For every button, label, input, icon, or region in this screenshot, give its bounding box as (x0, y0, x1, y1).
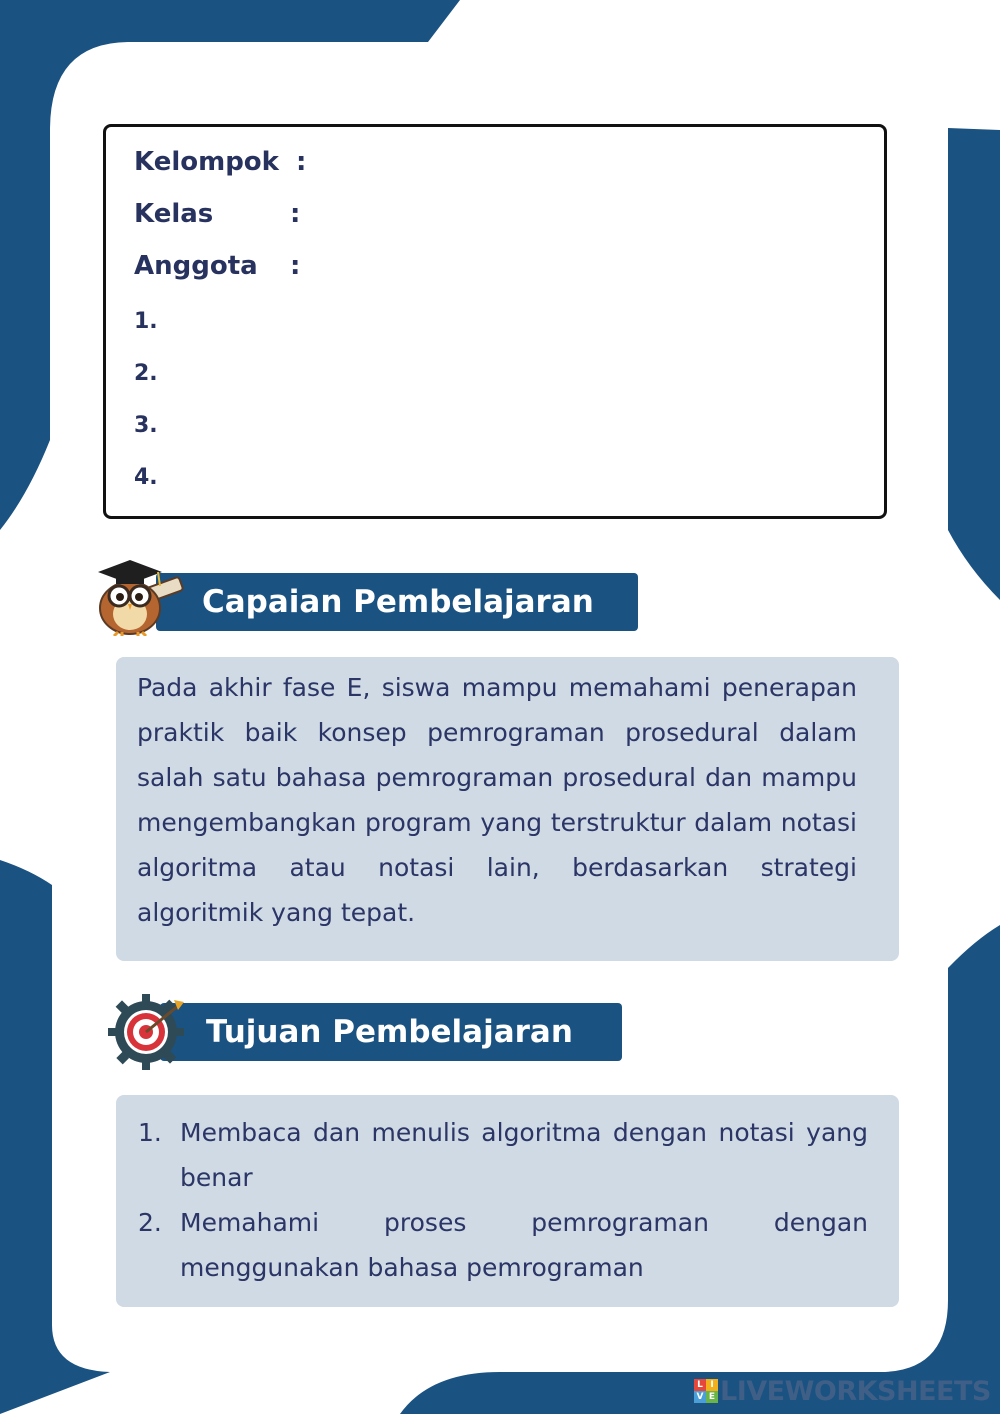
logo-letter-e: E (706, 1391, 718, 1403)
member-number-3: 3. (134, 413, 158, 438)
brand-text: LIVEWORKSHEETS (720, 1375, 991, 1407)
group-info-box (103, 124, 887, 519)
capaian-panel (116, 657, 899, 961)
logo-letter-i: I (706, 1379, 718, 1391)
target-gear-icon (108, 992, 192, 1072)
kelompok-row (134, 147, 307, 177)
anggota-colon: : (290, 251, 301, 281)
owl-graduate-telescope-icon (92, 552, 188, 636)
capaian-text: Pada akhir fase E, siswa mampu memahami penerapan praktik baik konsep pemrograman prosedural dalam salah satu bahasa pemrograman prosedural dan mampu mengembangkan program yang terstruktur dalam notasi algoritma atau notasi lain, berdasarkan strategi algoritmik yang tepat. (137, 673, 857, 927)
list-item-number: 2. (138, 1208, 162, 1237)
anggota-label: Anggota (134, 251, 258, 281)
capaian-title: Capaian Pembelajaran (202, 584, 594, 620)
tujuan-panel (116, 1095, 899, 1307)
list-item-text: Membaca dan menulis algoritma dengan notasi yang benar (180, 1118, 868, 1192)
tujuan-title: Tujuan Pembelajaran (206, 1014, 573, 1050)
tujuan-list (138, 1110, 868, 1290)
right-navy-shape (948, 128, 1000, 600)
logo-letter-v: V (694, 1391, 706, 1403)
list-item-text: Memahami proses pemrograman dengan menggunakan bahasa pemrograman (180, 1208, 868, 1282)
liveworksheets-logo-icon (694, 1379, 718, 1403)
member-number-2: 2. (134, 361, 158, 386)
list-item (138, 1110, 868, 1200)
kelas-row (134, 199, 301, 229)
member-number-4: 4. (134, 465, 158, 490)
kelas-colon: : (290, 199, 301, 229)
kelas-label: Kelas (134, 199, 214, 229)
liveworksheets-brand (694, 1374, 991, 1408)
capaian-header (156, 573, 638, 631)
tujuan-header (160, 1003, 622, 1061)
kelompok-label: Kelompok (134, 147, 279, 177)
bottom-left-navy-shape (0, 860, 110, 1414)
list-item-number: 1. (138, 1118, 162, 1147)
anggota-row (134, 251, 301, 281)
member-number-1: 1. (134, 309, 158, 334)
logo-letter-l: L (694, 1379, 706, 1391)
kelompok-colon: : (296, 147, 307, 177)
list-item (138, 1200, 868, 1290)
